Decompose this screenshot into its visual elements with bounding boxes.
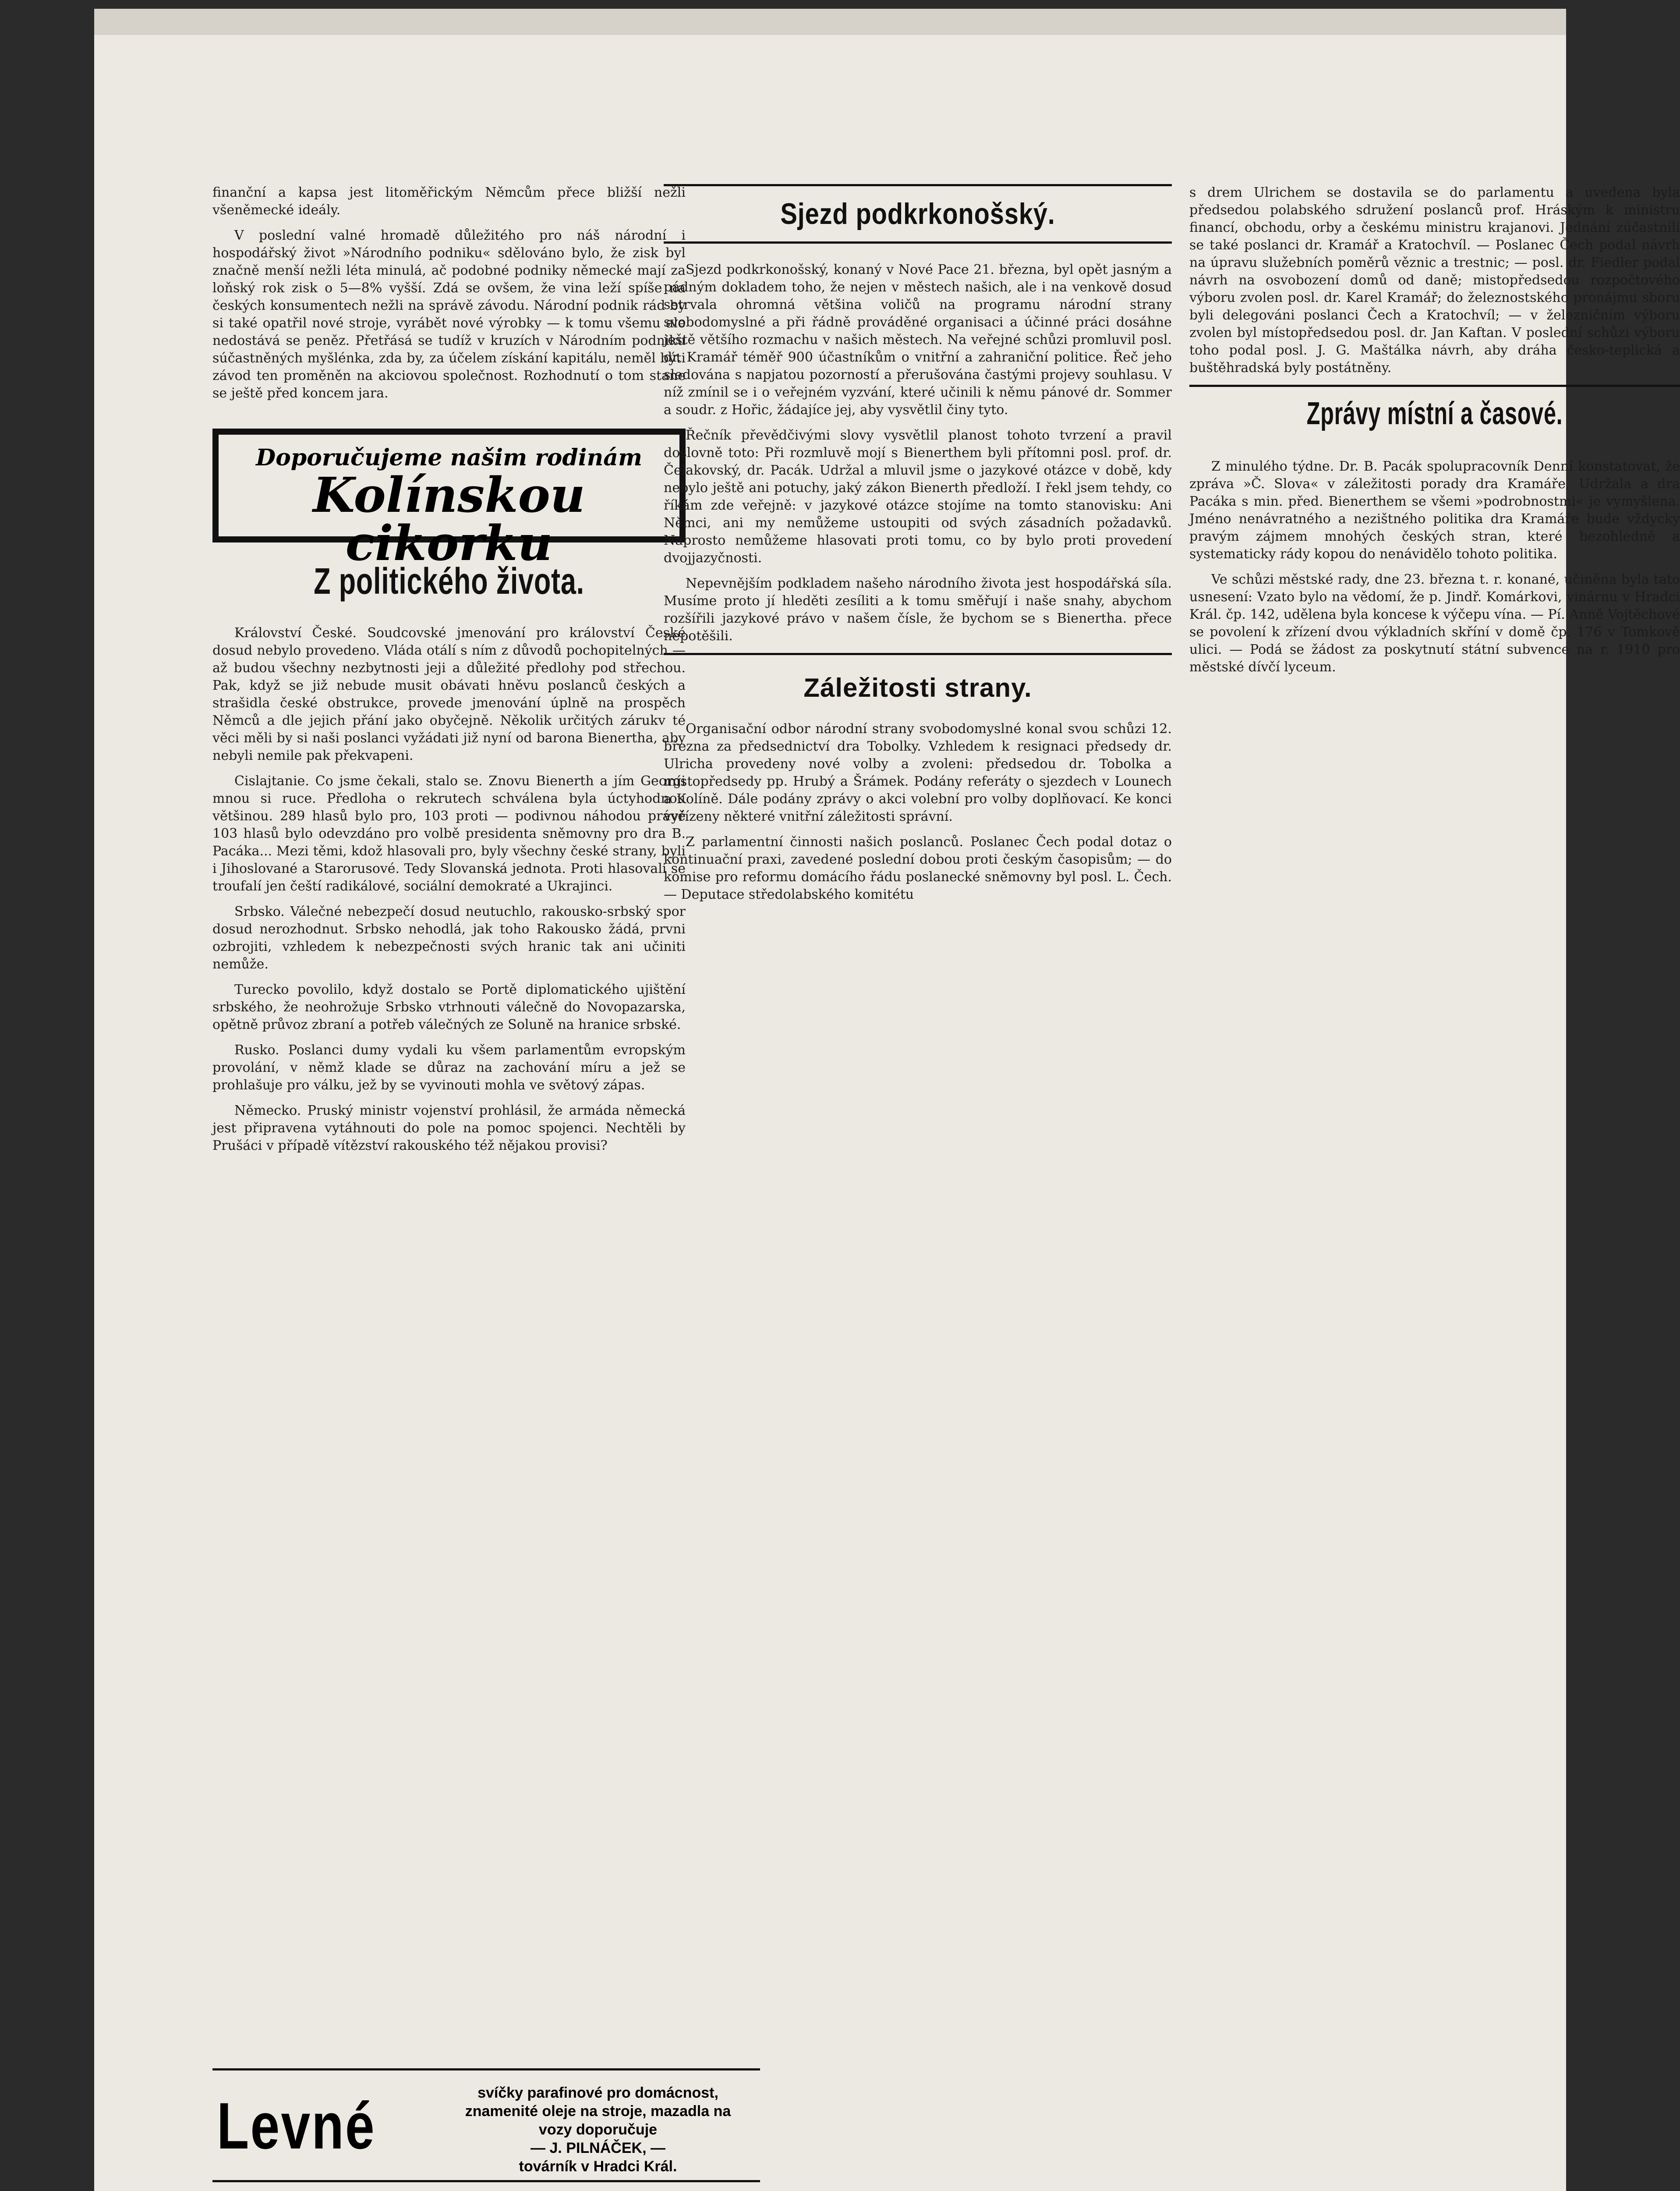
ad-headline: Levné <box>217 2089 376 2163</box>
article-text: V poslední valné hromadě důležitého pro náš národní i hospodářský život »Národního podniku« sdělováno bylo, že zisk byl značně menší nežli léta minulá, ač podobné podniky německé mají za loňský rok zisk o 5—8% vyšší. Zdá se ovšem, že vina leží spíše na českých konsumentech nežli na správě závodu. Národní podnik rád by si také opatřil nové stroje, vyrábět nové výrobky — k tomu všemu ale nedostává se peněz. Přetřásá se tudíž v kruzích v Národním podniku súčastněných myšlénka, zda by, za účelem získání kapitálu, neměl býti závod ten proměněn na akciovou společnost. Rozhodnutí o tom stane se ještě před koncem jara. <box>212 228 686 401</box>
ad-body <box>449 2084 747 2176</box>
heading-box <box>664 184 1172 244</box>
ad-line: Doporučujeme našim rodinám <box>256 444 642 471</box>
divider <box>1189 385 1680 387</box>
article-text: Cislajtanie. Co jsme čekali, stalo se. Znovu Bienerth a jím Georgi mnou si ruce. Předloha o rekrutech schválena byla úctyhodnou většinou. 289 hlasů bylo pro, 103 proti — podivnou náhodou právě 103 hlasů bylo odevzdáno pro volbě presidenta sněmovny pro dra B. Pacáka... Mezi těmi, kdož hlasovali pro, byly všechny české strany, byli i Jihoslované a Starorusové. Tedy Slovanská jednota. Proti hlasovali se troufalí jen čeští radikálové, sociální demokraté a Ukrajinci. <box>212 773 686 894</box>
ad-brand: Kolínskou cikorku <box>313 467 585 571</box>
article-text: Organisační odbor národní strany svobodomyslné konal svou schůzi 12. března za předsednictví dra Tobolky. Vzhledem k resignaci předsedy dr. Ulricha provedeny nové volby a zvoleni: předsedou dr. Tobolka a místopředsedy pp. Hrubý a Šrámek. Podány referáty o sjezdech v Lounech a Kolíně. Dále podány zprávy o akci volební pro volby doplňovací. Ke konci vyřízeny některé vnitřní záležitosti správní. <box>664 721 1172 824</box>
article-text: Turecko povolilo, když dostalo se Portě diplomatického ujištění srbského, že neohrožuje Srbsko vtrhnouti válečně do Novopazarska, opětně průvoz zbraní a potřeb válečných ze Soluně na hranice srbské. <box>212 982 686 1032</box>
article-text: Z minulého týdne. Dr. B. Pacák spolupracovník Denní konstatovat, že zpráva »Č. Slova« v záležitosti porady dra Kramáře, Udržala a dra Pacáka s min. před. Bienerthem se všemi »podrobnostmi« je vymyšlena. Jméno nenávratného a nezištného politika dra Kramáře bude vždycky pravým zájmem mnohých českých stran, které bezohledně a systematicky rády kopou do nenávidělo tohoto politika. <box>1189 459 1680 562</box>
levne-advertisement <box>212 2068 760 2182</box>
article-text: Ve schůzi městské rady, dne 23. března t. r. konané, učiněna byla tato usnesení: Vzato bylo na vědomí, že p. Jindř. Komárkovi, vinárnu v Hradci Král. čp. 142, udělena byla koncese k výčepu vína. — Pí. Anně Vojtěchové se povolení k zřízení dvou výkladních skříní v domě čp. 176 v Tomkově ulici. — Podá se žádost za poskytnutí státní subvence na r. 1910 pro městské dívčí lyceum. <box>1189 572 1680 675</box>
article-text: s drem Ulrichem se dostavila se do parlamentu a uvedena byla předsedou polabského sdružení poslanců prof. Hráským k ministru financí, obchodu, orby a českému ministru krajanovi. Jednání zúčastnili se také poslanci dr. Kramář a Kratochvíl. — Poslanec Čech podal návrh na úpravu služebních poměrů věznic a trestnic; — posl. dr. Fiedler podal návrh na osvobození domů od daně; mistopředsedou rozpočtového výboru zvolen posl. dr. Karel Kramář; do železnostského pronájmu sboru byli delegováni poslanci Čech a Kratochvíl; — v železničním výboru zvolen byl místopředsedou posl. dr. Jan Kaftan. V poslední schůzi výboru toho podal posl. J. G. Maštálka návrh, aby dráha česko-teplická a buštěhradská byly postátněny. <box>1189 185 1680 376</box>
right-column <box>1189 184 1680 684</box>
divider <box>664 653 1172 655</box>
kolin-cikorka-ad <box>212 429 686 571</box>
left-column <box>212 184 686 1163</box>
article-text: Německo. Pruský ministr vojenství prohlásil, že armáda německá jest připravena vytáhnouti do pole na pomoc spojenci. Nechtěli by Prušáci v případě vítězství rakouského též nějakou provisi? <box>212 1103 686 1153</box>
middle-column <box>664 184 1172 911</box>
article-text: Srbsko. Válečné nebezpečí dosud neutuchlo, rakousko-srbský spor dosud nerozhodnut. Srbsko nehodlá, jak toho Rakousko žádá, prvni ozbrojiti, vzhledem k nebezpečnosti svých hranic tak ani učiniti nemůže. <box>212 904 686 972</box>
section-heading: Zprávy místní a časové. <box>1306 396 1563 431</box>
section-heading: Sjezd podkrkonošský. <box>780 197 1055 230</box>
ad-line: továrník v Hradci Král. <box>519 2158 677 2175</box>
article-text: Rusko. Poslanci dumy vydali ku všem parlamentům evropským provolání, v němž klade se důraz na zachování míru a jež se prohlašuje pro válku, jež by se vyvinouti mohla ve světový zápas. <box>212 1042 686 1093</box>
article-text: Sjezd podkrkonošský, konaný v Nové Pace 21. března, byl opět jasným a pádným dokladem toho, že nejen v městech našich, ale i na venkově dosud setrvala ohromná většina voličů na programu národní strany svobodomyslné a při řádně prováděné organisaci a účinné práci dosáhne ještě většího rozmachu v našich městech. Na veřejné schůzi promluvil posl. dr. Kramář téměř 900 účastníkům o vnitřní a zahraniční politice. Řeč jeho sledována s napjatou pozorností a přerušována častými projevy souhlasu. V níž zmínil se i o veřejném vyzvání, které učinili k němu pánové dr. Sommer a soudr. z Hořic, žádajíce jej, aby vysvětlil činy tyto. <box>664 262 1172 418</box>
section-heading: Z politického života. <box>314 560 584 602</box>
article-text: Království České. Soudcovské jmenování pro království České dosud nebylo provedeno. Vláda otálí s ním z důvodů pochopitelných — až budou všechny nezbytnosti jeji a důležité předlohy pod střechou. Pak, když se již nebude musit obávati hněvu poslanců českých a strašidla české obstrukce, provede jmenování úplně na prospěch Němců a dle jejich přání jako obyčejně. Několik určitých zárukv té věci měli by si naši poslanci vyžádati již nyní od barona Bienertha, aby nebyli nemile pak překvapeni. <box>212 625 686 763</box>
ad-line: — J. PILNÁČEK, — <box>531 2140 665 2156</box>
article-text: finanční a kapsa jest litoměřickým Němcům přece bližší nežli všeněmecké ideály. <box>212 185 686 218</box>
newspaper-page <box>94 9 1680 2191</box>
ad-line: svíčky parafinové pro domácnost, znamenité oleje na stroje, mazadla na vozy doporučuje <box>465 2085 731 2138</box>
article-text: Z parlamentní činnosti našich poslanců. Poslanec Čech podal dotaz o kontinuační praxi, zavedené poslední dobou proti českým časopisům; — do komise pro reformu domácího řádu poslanecké sněmovny byl posl. L. Čech. — Deputace středolabského komitétu <box>664 834 1172 902</box>
section-heading: Záležitosti strany. <box>803 673 1032 702</box>
top-margin <box>94 9 1566 35</box>
article-text: Řečník převědčivými slovy vysvětlil planost tohoto tvrzení a pravil doslovně toto: Při rozmluvě mojí s Bienerthem byli přítomni posl. prof. dr. Čelakovský, dr. Pacák. Udržal a mluvil jsme o jazykové otázce v době, kdy nebylo ještě ani potuchy, jaký zákon Bienerth předloží. I řekl jsem tehdy, co říkám zde veřejně: v jazykové otázce stojíme na tomto stanovisku: Ani Němci, ani my nemůžeme ustoupiti od svých zásadních požadavků. Naprosto nemůžeme hlasovati proti tomu, co by bylo proti provedení dvojjazyčnosti. <box>664 428 1172 566</box>
article-text: Nepevnějším podkladem našeho národního života jest hospodářská síla. Musíme proto jí hleděti zesíliti a k tomu směřují i naše snahy, abychom rozšířili jazykové právo v našem čísle, že bychom se s Bienertha. přece nepotěšili. <box>664 576 1172 644</box>
